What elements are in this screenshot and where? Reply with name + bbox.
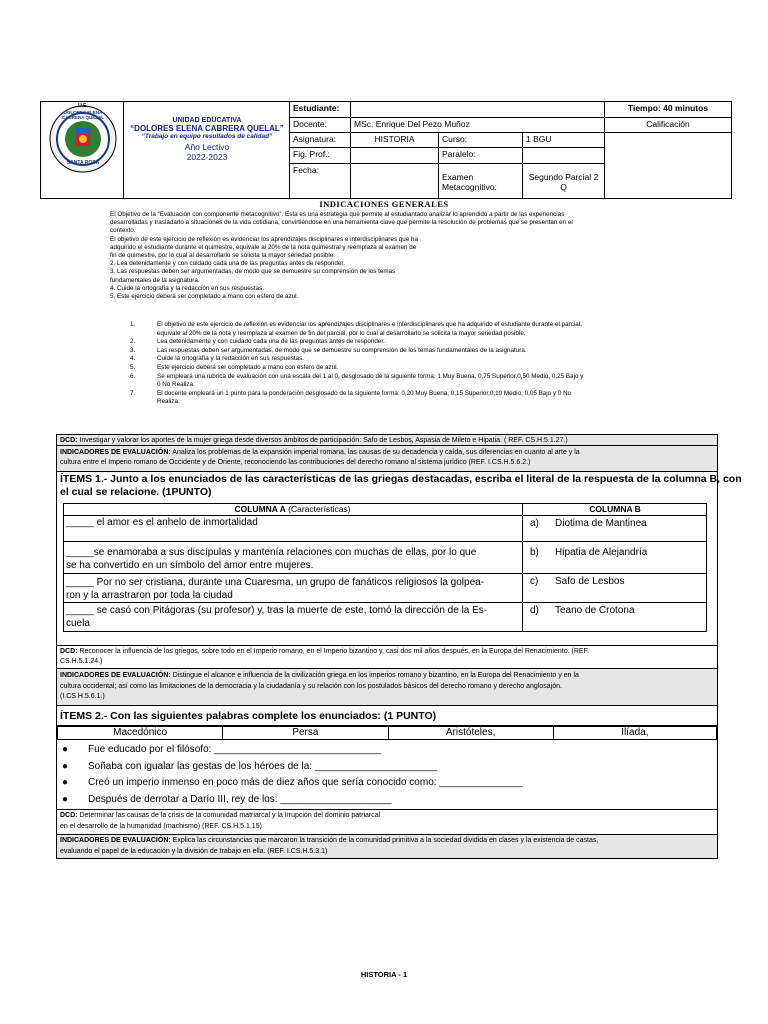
fill-in-text-2: Soñaba con igualar las gestas de los héroes de la: ______________________ xyxy=(88,760,438,772)
tiempo-label: Tiempo: 40 minutos xyxy=(604,101,732,118)
instr-intro-4: adquirido el estudiante durante el quimestre, equivale al 20% de la nota quimestral y reemplaza al examen de xyxy=(110,243,417,251)
examen-label-line1: Examen xyxy=(442,172,474,182)
section2-ind-text-1: Distingue el alcance e influencia de la civilización griega en los imperios romano y bizantino, en la Europa del Renacimiento y en la xyxy=(170,672,579,679)
section1-indicators xyxy=(57,446,717,472)
num-1 xyxy=(130,330,157,339)
col-a-header xyxy=(63,504,522,515)
section3-dcd-text-1: Determinar las causas de la crisis de la comunidad matriarcal y la irrupción del dominio patriarcal xyxy=(77,812,381,819)
matching-row-2 xyxy=(66,546,520,572)
section3-indicators xyxy=(57,835,717,858)
section1-dcd-label: DCD: xyxy=(60,437,78,444)
asignatura-value: HISTORIA xyxy=(350,132,439,148)
instr-intro-5: fin de quimestre, por lo cual al desarrollarlo se solicita la mayor seriedad posible. xyxy=(110,252,336,260)
num-6: 6. xyxy=(130,372,136,380)
section1-item-title-1: ÍTEMS 1.- Junto a los enunciados de las características de las griegas destacadas, escriba el literal de la respuesta de la columna B, con xyxy=(60,473,742,485)
instr-intro-10: 5. Este ejercicio deberá ser completado a mano con esfero de azul. xyxy=(110,293,299,301)
instr-intro-3: El objetivo de este ejercicio de reflexión es evidenciar los aprendizajes disciplinares e interdisciplinares que ha xyxy=(110,235,419,243)
section2-dcd xyxy=(57,647,717,669)
col-a-header-rest: (Características) xyxy=(285,504,351,514)
paralelo-label: Paralelo: xyxy=(438,147,523,164)
instr-intro-0: El Objetivo de la “Evaluación con componente metacognitivo”. Esta es una estrategia que permite al estudiantado analizar lo aprendido a partir de las experiencias xyxy=(110,211,565,218)
curso-label: Curso: xyxy=(438,132,523,148)
instructions-title: INDICACIONES GENERALES xyxy=(319,199,449,209)
row4-letter: d) xyxy=(530,605,539,616)
num-text-3: Las respuestas deben ser argumentadas, de modo que se demuestre su comprensión de los temas fundamentales de la asignatura. xyxy=(157,346,527,354)
num-3: 3. xyxy=(130,346,136,354)
section3-ind-label: INDICADORES DE EVALUACIÓN: xyxy=(60,837,171,844)
num-text-4: Cuide la ortografía y la redacción en sus respuestas. xyxy=(157,355,305,363)
school-logo xyxy=(48,104,118,174)
num-text-6: Se empleará una rubrica de evaluación con una escala del 1 al 0, desglosado de la siguiente forma: 1 Muy Buena, 0,75 Superior,0,50 Medio, 0,25 Bajo y xyxy=(157,372,584,380)
matching-col-divider xyxy=(522,503,523,632)
section1-item-title-2: el cual se relacione. (1PUNTO) xyxy=(60,486,212,498)
logo-ring-text: DOLORES ELENA CABRERA QUELAL xyxy=(61,110,105,120)
num-text-1: equivale al 20% de la nota y reemplaza al examen de fin del parcial, por lo cual al desarrollarlo se solicita la mayor seriedad posible. xyxy=(157,329,526,337)
word-bank-word-1: Macedónico xyxy=(58,727,223,739)
num-7 xyxy=(130,381,157,390)
instructions-numbered xyxy=(130,321,720,407)
docente-value: MSc. Enrique Del Pezo Muñoz xyxy=(350,117,605,133)
examen-label xyxy=(438,163,523,199)
num-text-9: Realiza. xyxy=(157,398,180,406)
num-text-0: El objetivo de este ejercicio de reflexión es evidenciar los aprendizajes disciplinares e interdisciplinares que ha adquirido el estudiante durante el parcial, xyxy=(157,321,582,328)
bullet-icon: ● xyxy=(62,793,69,805)
logo-bottom-text: SANTA ROSA xyxy=(66,160,100,166)
section2-ind-text-3: (I.CS.H.5.6.1.) xyxy=(60,693,105,700)
section2-dcd-text-2: CS.H.5.1.24.) xyxy=(60,658,103,665)
fecha-label: Fecha: xyxy=(289,163,351,199)
col-a-header-bold: COLUMNA A xyxy=(234,504,286,514)
instr-intro-1: desarrolladas y trasladarlo a situaciones de la vida cotidiana, convirtiéndose en una herramienta clave que permite la resolución de problemas que se presentan en el xyxy=(110,219,573,227)
instructions-intro xyxy=(110,211,720,301)
section2-dcd-text-1: Reconocer la influencia de los griegos, sobre todo en el Imperio romano, en el Imperio bizantino y, casi dos mil años después, en la Europa del Renacimiento. (REF. xyxy=(77,648,590,655)
row4-b: Teano de Crotona xyxy=(555,605,635,616)
num-text-7: 0 No Realiza. xyxy=(157,381,195,389)
row4-a-line2: cuela xyxy=(66,618,90,629)
row1-a-line1: _____ el amor es el anhelo de inmortalidad xyxy=(66,517,258,528)
school-name: “DOLORES ELENA CABRERA QUELAL” xyxy=(130,124,284,133)
section2-ind-text-2: cultura occidental; así como las limitaciones de la democracia y la ciudadanía y su relación con los postulados básicos del derecho romano y derecho anglosajón. xyxy=(60,682,562,690)
fill-in-item-1 xyxy=(60,742,710,759)
row2-a-line2: se ha convertido en un símbolo del amor entre mujeres. xyxy=(66,560,314,571)
fill-in-text-1: Fue educado por el filósofo: ______________________________ xyxy=(88,744,382,755)
fill-in-item-3 xyxy=(60,775,710,792)
fill-in-text-3: Creó un imperio inmenso en poco más de diez años que sería conocido como: _______________ xyxy=(88,777,523,788)
row2-a-line1: _____se enamoraba a sus discípulas y mantenía relaciones con muchas de ellas, por lo que xyxy=(66,547,477,558)
school-year: 2022-2023 xyxy=(186,152,228,162)
page-footer: HISTORIA - 1 xyxy=(360,970,408,979)
bullet-icon: ● xyxy=(62,760,69,772)
num-9 xyxy=(130,398,157,407)
col-b-header: COLUMNA B xyxy=(589,504,641,514)
section3-dcd-text-2: en el desarrollo de la humanidad (machismo) (REF. CS.H.5.1.15) xyxy=(60,822,262,830)
matching-row-line-1 xyxy=(63,541,707,542)
num-8: 7. xyxy=(130,389,136,397)
matching-row-1 xyxy=(66,517,520,529)
section1-dcd xyxy=(57,435,717,446)
school-motto: “Trabajo en equipo resultados de calidad” xyxy=(141,133,273,140)
matching-header-line xyxy=(63,515,707,516)
section2-indicators xyxy=(57,669,717,706)
fig-prof-label: Fig. Prof.: xyxy=(289,147,351,164)
word-bank-word-3: Aristóteles, xyxy=(389,727,554,739)
instr-intro-6: 2. Lea detenidamente y con cuidado cada una de las preguntas antes de responder. xyxy=(110,260,345,268)
matching-row-3 xyxy=(66,576,520,602)
estudiante-field[interactable] xyxy=(350,101,605,118)
row1-letter: a) xyxy=(530,518,539,529)
word-bank-word-2: Persa xyxy=(223,727,388,739)
examen-label-line2: Metacognitivo: xyxy=(442,182,497,192)
section1-item-title xyxy=(60,473,742,499)
num-0: 1. xyxy=(130,321,136,328)
matching-row-line-3 xyxy=(63,602,707,603)
matching-row-4 xyxy=(66,604,520,630)
section3-ind-text-1: Explica las circunstancias que marcaron la transición de la comunidad primitiva a la sociedad dividida en clases y la existencia de castas, xyxy=(170,837,599,844)
calificacion-label: Calificación xyxy=(604,117,732,133)
row2-b: Hipatia de Alejandría xyxy=(555,547,648,558)
curso-value: 1 BGU xyxy=(522,132,605,148)
estudiante-label: Estudiante: xyxy=(289,101,351,118)
num-text-2: Lea detenidamente y con cuidado cada una de las preguntas antes de responder. xyxy=(157,338,385,346)
fill-in-text-4: Después de derrotar a Darío III, rey de los: ____________________ xyxy=(88,793,392,805)
section2-item-title: ÍTEMS 2.- Con las siguientes palabras complete los enunciados: (1 PUNTO) xyxy=(60,710,437,722)
bullet-icon: ● xyxy=(62,777,69,788)
school-line1: UNIDAD EDUCATIVA xyxy=(172,117,242,124)
section1-ind-text-2: cultura entre el Imperio romano de Occidente y de Oriente, reconociendo las contribuciones del derecho romano al sistema jurídico (REF. I.CS.H.5.6.2.) xyxy=(60,459,531,466)
word-bank-word-4: Ilíada, xyxy=(621,727,649,738)
num-4: 4. xyxy=(130,355,136,363)
word-bank xyxy=(57,726,717,740)
section1-dcd-text: Investigar y valorar los aportes de la mujer griega desde diversos ámbitos de participación: Safo de Lesbos, Aspasia de Mileto e Hipatia. ( REF. CS.H.5.1.27.) xyxy=(77,437,568,444)
school-info xyxy=(125,117,289,162)
examen-value-line1: Segundo Parcial 2 xyxy=(528,172,599,182)
examen-value xyxy=(522,163,605,199)
section3-ind-text-2: evaluando el papel de la educación y la división de trabajo en ella. (REF. I.CS.H.5.3.1) xyxy=(60,847,328,855)
header-left-divider xyxy=(123,101,124,199)
school-year-label: Año Lectivo xyxy=(184,142,230,152)
section2-ind-label: INDICADORES DE EVALUACIÓN: xyxy=(60,672,171,679)
section3-dcd xyxy=(57,811,717,835)
docente-label: Docente: xyxy=(289,117,351,133)
row2-letter: b) xyxy=(530,547,539,558)
section1-ind-text-1: Analiza los problemas de la expansión imperial romana, las causas de su decadencia y caída, sus diferencias en cuanto al arte y la xyxy=(170,449,580,456)
row3-a-line2: ron y la arrastraron por toda la ciudad xyxy=(66,590,233,601)
num-text-8: El docente empleará un 1 punto para la ponderación desglosado de la siguiente forma: 0,20 Muy Buena, 0,15 Superior,0,10 Medio, 0,05 Bajo y 0 No xyxy=(157,389,572,397)
paralelo-field[interactable] xyxy=(522,147,605,164)
logo-top-text: U.E. xyxy=(78,103,88,109)
fill-in-list xyxy=(60,742,710,808)
section1-ind-label: INDICADORES DE EVALUACIÓN: xyxy=(60,449,171,456)
row3-letter: c) xyxy=(530,576,539,587)
calificacion-box[interactable] xyxy=(604,132,732,199)
instr-intro-7: 3. Las respuestas deben ser argumentadas, de modo que se demuestre su comprensión de los temas xyxy=(110,268,396,276)
instr-intro-8: fundamentales de la asignatura. xyxy=(110,276,200,284)
num-2: 2. xyxy=(130,338,136,346)
fecha-field[interactable] xyxy=(350,163,439,199)
instr-intro-9: 4. Cuide la ortografía y la redacción en sus respuestas. xyxy=(110,284,265,292)
row3-b: Safo de Lesbos xyxy=(555,576,625,587)
section2-dcd-label: DCD: xyxy=(60,648,78,655)
examen-value-line2: Q xyxy=(560,182,567,192)
matching-row-line-2 xyxy=(63,573,707,574)
section3-dcd-label: DCD: xyxy=(60,812,78,819)
bullet-icon: ● xyxy=(62,744,69,755)
fig-prof-field[interactable] xyxy=(350,147,439,164)
num-5: 5. xyxy=(130,363,136,371)
row1-b: Diotima de Mantinea xyxy=(555,518,647,529)
fill-in-item-2 xyxy=(60,759,710,776)
instr-intro-2: contexto. xyxy=(110,227,136,235)
row3-a-line1: _____ Por no ser cristiana, durante una Cuaresma, un grupo de fanáticos religiosos la golpea- xyxy=(66,577,485,588)
row4-a-line1: _____ se casó con Pitágoras (su profesor) y, tras la muerte de este, tomó la dirección de la Es- xyxy=(66,605,488,616)
num-text-5: Este ejercicio deberá ser completado a mano con esfero de azul. xyxy=(157,363,339,371)
fill-in-item-4 xyxy=(60,792,710,809)
asignatura-label: Asignatura: xyxy=(289,132,351,148)
